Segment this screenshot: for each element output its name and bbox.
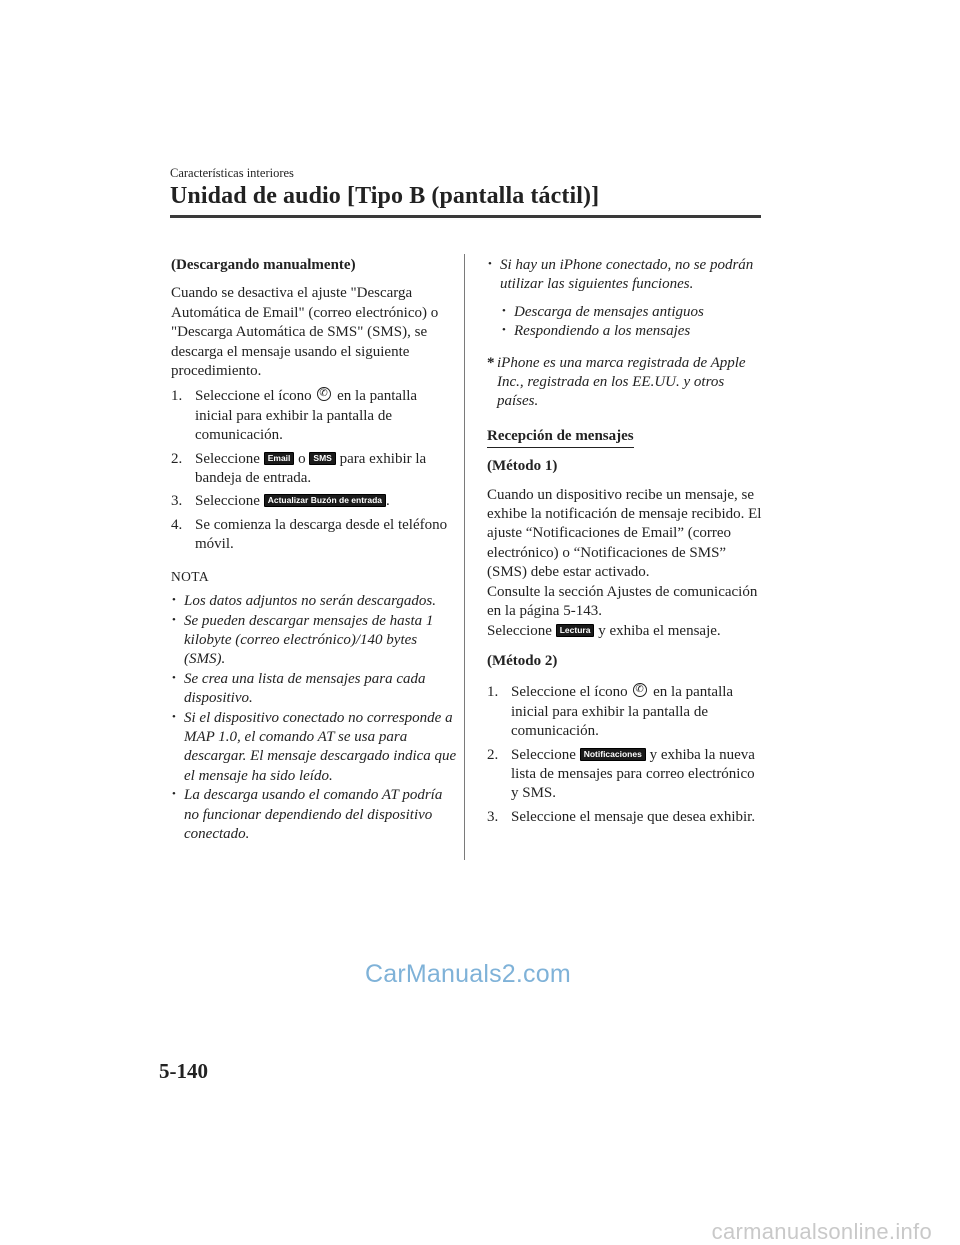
method1-select xyxy=(487,622,762,641)
step-text: o xyxy=(298,450,306,467)
step-text: . xyxy=(386,493,390,510)
watermark-link[interactable]: CarManuals2.com xyxy=(365,960,571,988)
step-item xyxy=(487,808,762,827)
step-text: Seleccione xyxy=(195,493,260,510)
step-text: Seleccione el ícono xyxy=(511,684,628,701)
nota-item: • Se crea una lista de mensajes para cada dispositivo. xyxy=(171,670,457,709)
step-number: 2. xyxy=(487,746,499,763)
page-title: Unidad de audio [Tipo B (pantalla táctil)] xyxy=(170,183,600,209)
step-item xyxy=(171,450,457,489)
method1-heading: (Método 1) xyxy=(487,458,558,475)
step-number: 2. xyxy=(171,450,183,467)
nota-item: • La descarga usando el comando AT podría no funcionar dependiendo del dispositivo conectado. xyxy=(171,786,457,844)
lectura-button-label: Lectura xyxy=(556,624,595,637)
column-divider xyxy=(464,254,465,860)
method1-reference: Consulte la sección Ajustes de comunicación en la página 5-143. xyxy=(487,583,758,620)
nota-heading: NOTA xyxy=(171,568,210,584)
step-item xyxy=(171,387,457,445)
trademark-note: * iPhone es una marca registrada de Apple Inc., registrada en los EE.UU. y otros países. xyxy=(487,354,762,412)
step-number: 1. xyxy=(171,388,183,405)
iphone-note-list xyxy=(487,256,762,295)
iphone-sub-item: • Descarga de mensajes antiguos xyxy=(501,303,762,322)
step-text: en la pantalla inicial para exhibir la pantalla de comunicación. xyxy=(511,684,734,740)
step-text: y exhiba la nueva lista de mensajes para correo electrónico y SMS. xyxy=(511,746,755,802)
intro-paragraph: Cuando se desactiva el ajuste "Descarga Automática de Email" (correo electrónico) o "Descarga Automática de SMS" (SMS), se descarga el mensaje usando el siguiente procedimiento. xyxy=(171,285,439,380)
iphone-sub-item: • Respondiendo a los mensajes xyxy=(501,322,762,341)
nota-item: • Los datos adjuntos no serán descargados. xyxy=(171,592,457,611)
method1-select-text: Seleccione xyxy=(487,622,552,639)
step-item xyxy=(171,516,457,555)
step-text: Seleccione xyxy=(511,746,576,763)
step-text: para exhibir la bandeja de entrada. xyxy=(195,450,427,487)
step-item xyxy=(487,683,762,741)
nota-item: • Se pueden descargar mensajes de hasta 1 kilobyte (correo electrónico)/140 bytes (SMS). xyxy=(171,612,457,670)
phone-icon xyxy=(633,683,647,697)
phone-icon xyxy=(317,387,331,401)
step-number: 4. xyxy=(171,516,183,533)
email-button-label: Email xyxy=(264,452,295,465)
sms-button-label: SMS xyxy=(309,452,335,465)
step-text: Seleccione el mensaje que desea exhibir. xyxy=(511,808,756,825)
step-text: Seleccione el ícono xyxy=(195,388,312,405)
update-inbox-button-label: Actualizar Buzón de entrada xyxy=(264,494,386,507)
page-number: 5-140 xyxy=(159,1059,208,1083)
step-text: en la pantalla inicial para exhibir la pantalla de comunicación. xyxy=(195,388,418,444)
method1-text: Cuando un dispositivo recibe un mensaje, se exhibe la notificación de mensaje recibido. El ajuste “Notificaciones de Email” (correo electrónico) o “Notificaciones de SMS” (SMS) debe estar activado. xyxy=(487,486,762,581)
step-text: Se comienza la descarga desde el teléfono móvil. xyxy=(195,516,448,553)
nota-list xyxy=(171,592,457,844)
iphone-sub-list xyxy=(501,303,762,342)
receive-messages-heading: Recepción de mensajes xyxy=(487,427,634,448)
iphone-note: • Si hay un iPhone conectado, no se podrán utilizar las siguientes funciones. xyxy=(487,256,762,295)
method2-heading: (Método 2) xyxy=(487,652,558,669)
step-item xyxy=(171,492,457,511)
step-number: 3. xyxy=(171,493,183,510)
step-number: 1. xyxy=(487,684,499,701)
step-item xyxy=(487,746,762,804)
title-rule xyxy=(170,215,761,218)
nota-item: • Si el dispositivo conectado no corresponde a MAP 1.0, el comando AT se usa para descargar. El mensaje descargado indica que el mensaje ha sido leído. xyxy=(171,709,457,787)
right-column xyxy=(487,256,762,831)
method2-steps xyxy=(487,683,762,827)
section-label: Características interiores xyxy=(170,166,294,180)
step-text: Seleccione xyxy=(195,450,260,467)
step-number: 3. xyxy=(487,808,499,825)
footer-watermark: carmanualsonline.info xyxy=(711,1219,932,1244)
notifications-button-label: Notificaciones xyxy=(580,748,646,761)
download-steps xyxy=(171,387,457,554)
method1-select-text: y exhiba el mensaje. xyxy=(598,622,721,639)
left-column xyxy=(171,256,457,844)
manual-download-heading: (Descargando manualmente) xyxy=(171,257,356,273)
